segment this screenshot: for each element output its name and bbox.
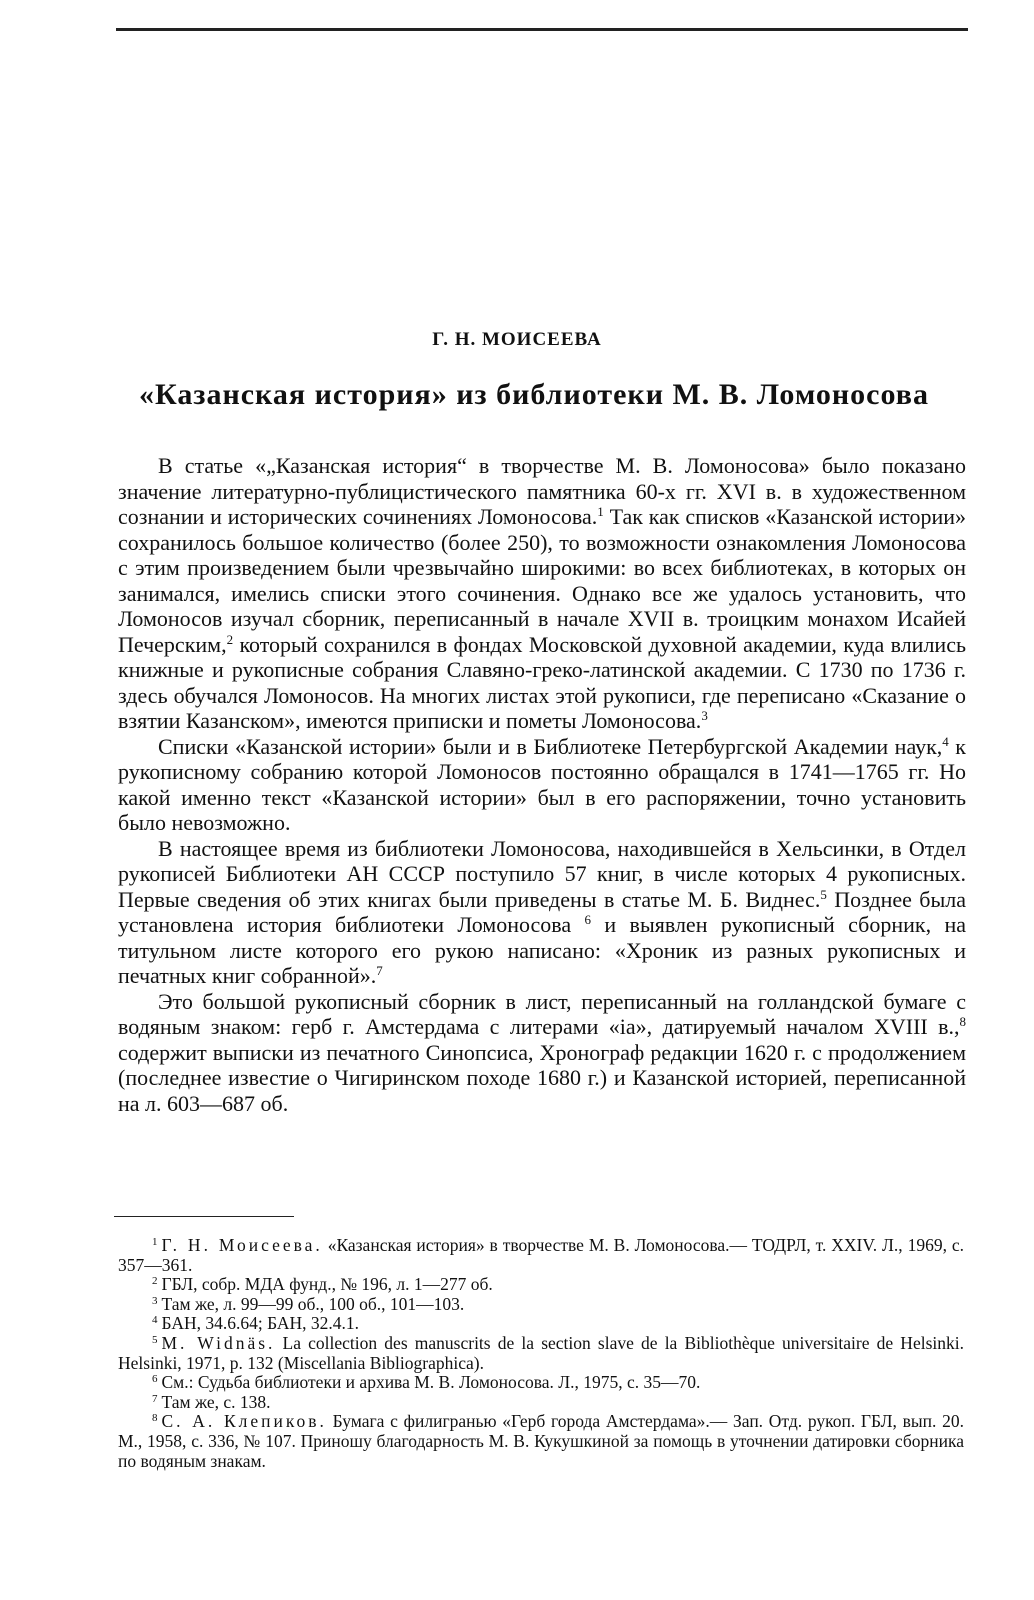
footnote-text: БАН, 34.6.64; БАН, 32.4.1. (161, 1313, 360, 1334)
footnote-author: С. А. Клепиков. (161, 1411, 327, 1432)
footnote-7 (118, 1393, 964, 1413)
footnote-text: Бумага с филигранью «Герб города Амстердама».— Зап. Отд. рукоп. ГБЛ, вып. 20. М., 1958, с. 336, № 107. Приношу благодарность М. В. Кукушкиной за помощь в уточнении датировки сборника по водяным знакам. (118, 1411, 964, 1471)
paragraph-text: и выявлен рукописный сборник, на титульном листе которого его рукою написано: «Хроник из разных рукописных и печатных книг собранной». (118, 912, 966, 988)
top-rule (116, 28, 968, 31)
paragraph-text: Так как списков «Казанской истории» сохранилось большое количество (более 250), то возможности ознакомления Ломоносова с этим произведением были чрезвычайно широкими: во всех библиотеках, в которых он занимался, имелись списки этого сочинения. Однако все же удалось установить, что Ломоносов изучал сборник, переписанный в начале XVII в. троицким монахом Исайей Печерским, (118, 504, 966, 657)
footnotes (118, 1236, 964, 1471)
footnote-text: ГБЛ, собр. МДА фунд., № 196, л. 1—277 об. (161, 1274, 493, 1295)
footnote-text: Там же, л. 99—99 об., 100 об., 101—103. (161, 1293, 465, 1314)
footnote-4 (118, 1314, 964, 1334)
footnote-separator (114, 1216, 294, 1217)
footnote-1 (118, 1236, 964, 1275)
footnote-ref-6: 6 (584, 912, 592, 927)
paragraph-text: к рукописному собранию которой Ломоносов постоянно обращался в 1741—1765 гг. Но какой именно текст «Казанской истории» был в его распоряжении, точно установить было невозможно. (118, 733, 966, 835)
footnote-number: 5 (152, 1333, 158, 1346)
article-body (118, 453, 966, 1116)
footnote-3 (118, 1295, 964, 1315)
author-name: Г. Н. МОИСЕЕВА (432, 329, 602, 350)
footnote-ref-2: 2 (226, 631, 234, 647)
footnote-number: 2 (152, 1275, 158, 1288)
footnote-ref-4: 4 (942, 733, 949, 749)
footnote-6 (118, 1373, 964, 1393)
paragraph-text: Это большой рукописный сборник в лист, переписанный на голландской бумаге с водяным знаком: герб г. Амстердама с литерами «ia», датируемый началом XVIII в., (118, 988, 966, 1039)
footnote-number: 6 (152, 1373, 158, 1386)
paragraph-text: который сохранился в фондах Московской духовной академии, куда влились книжные и рукописные собрания Славяно-греко-латинской академии. С 1730 по 1736 г. здесь обучался Ломоносов. На многих листах этой рукописи, где переписано «Сказание о взятии Казанском», имеются приписки и пометы Ломоносова. (118, 631, 966, 733)
footnote-text: «Казанская история» в творчестве М. В. Ломоносова.— ТОДРЛ, т. XXIV. Л., 1969, с. 357—361. (118, 1235, 964, 1275)
footnote-number: 8 (152, 1412, 158, 1425)
footnote-number: 4 (152, 1314, 158, 1327)
paragraph-text: В статье «„Казанская история“ в творчестве М. В. Ломоносова» было показано значение литературно-публицистического памятника 60-х гг. XVI в. в художественном сознании и исторических сочинениях Ломоносова. (118, 453, 966, 529)
footnote-ref-8: 8 (959, 1014, 966, 1029)
paragraph-1 (118, 453, 966, 734)
paragraph-2 (118, 734, 966, 836)
footnote-text: См.: Судьба библиотеки и архива М. В. Ломоносова. Л., 1975, с. 35—70. (161, 1372, 701, 1393)
article-title: «Казанская история» из библиотеки М. В. Ломоносова (139, 378, 929, 411)
footnote-number: 7 (152, 1392, 158, 1405)
footnote-5 (118, 1334, 964, 1373)
footnote-8 (118, 1412, 964, 1471)
footnote-2 (118, 1275, 964, 1295)
footnote-ref-3: 3 (701, 708, 708, 723)
footnote-author: M. Widnäs. (161, 1332, 276, 1353)
paragraph-text: Списки «Казанской истории» были и в Библиотеке Петербургской Академии наук, (158, 733, 943, 759)
paragraph-text: Позднее была установлена история библиотеки Ломоносова (118, 886, 966, 937)
footnote-text: La collection des manuscrits de la section slave de la Bibliothèque universitaire de Helsinki. Helsinki, 1971, p. 132 (Miscellania Bibliographica). (118, 1332, 964, 1373)
paragraph-3 (118, 836, 966, 989)
footnote-text: Там же, с. 138. (161, 1391, 271, 1412)
footnote-number: 1 (152, 1236, 158, 1248)
paragraph-text: В настоящее время из библиотеки Ломоносова, находившейся в Хельсинки, в Отдел рукописей Библиотеки АН СССР поступило 57 книг, в числе которых 4 рукописных. Первые сведения об этих книгах были приведены в статье М. Б. Виднес. (118, 835, 966, 912)
paragraph-4 (118, 989, 966, 1117)
footnote-number: 3 (152, 1294, 158, 1307)
paragraph-text: содержит выписки из печатного Синопсиса, Хронограф редакции 1620 г. с продолжением (последнее известие о Чигиринском походе 1680 г.) и Казанской историей, переписанной на л. 603—687 об. (118, 1039, 966, 1116)
footnote-ref-5: 5 (820, 886, 827, 902)
footnote-ref-7: 7 (376, 963, 383, 978)
footnote-author: Г. Н. Моисеева. (161, 1235, 323, 1255)
footnote-ref-1: 1 (597, 504, 604, 519)
